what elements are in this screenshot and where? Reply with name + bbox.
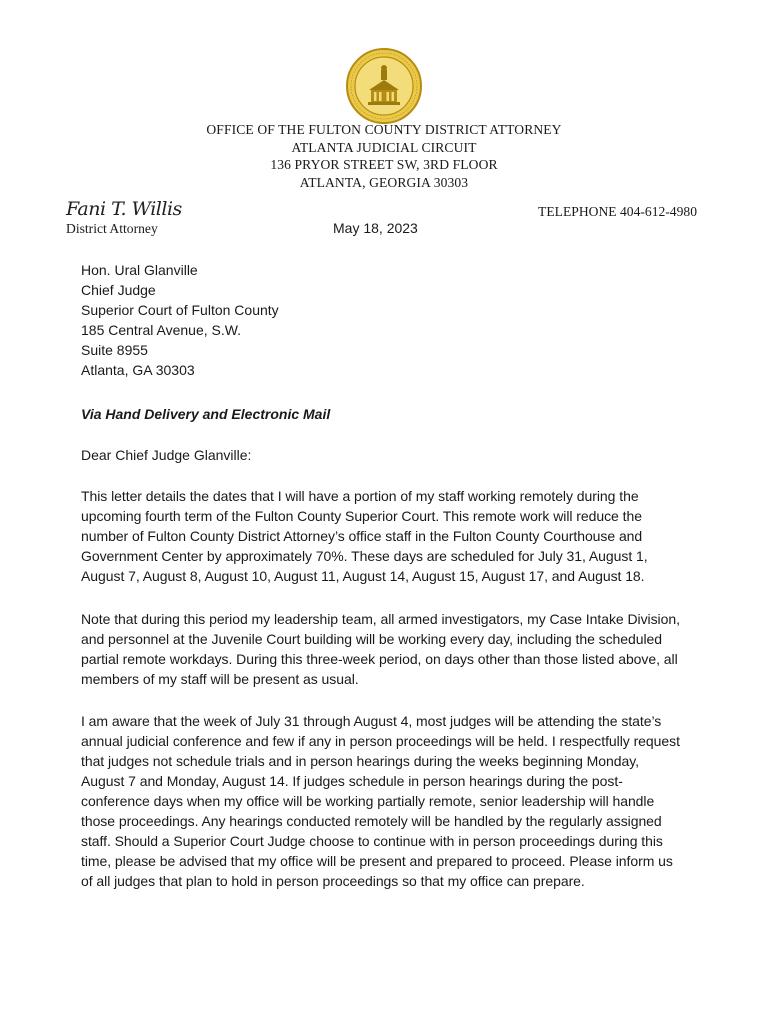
delivery-method: Via Hand Delivery and Electronic Mail	[81, 406, 331, 422]
recipient-street: 185 Central Avenue, S.W.	[81, 322, 242, 338]
signature: Fani T. Willis	[66, 198, 182, 220]
telephone: TELEPHONE 404-612-4980	[538, 204, 697, 219]
office-city-state-zip: ATLANTA, GEORGIA 30303	[299, 174, 469, 190]
office-name: OFFICE OF THE FULTON COUNTY DISTRICT ATTORNEY	[206, 122, 562, 137]
recipient-name: Hon. Ural Glanville	[81, 262, 198, 278]
recipient-title: Chief Judge	[81, 282, 156, 298]
district-attorney-seal-icon	[344, 46, 424, 126]
salutation: Dear Chief Judge Glanville:	[81, 447, 252, 463]
recipient-city: Atlanta, GA 30303	[81, 362, 195, 378]
district-attorney-title: District Attorney	[66, 221, 158, 236]
recipient-court: Superior Court of Fulton County	[81, 302, 279, 318]
paragraph-1: This letter details the dates that I will have a portion of my staff working remotely during the upcoming fourth term of the Fulton County Superior Court. This remote work will reduce the number of Fulton County District Attorney’s office staff in the Fulton County Courthouse and Government Center by approximately 70%. These days are scheduled for July 31, August 1, August 7, August 8, August 10, August 11, August 14, August 15, August 17, and August 18.	[81, 488, 648, 584]
recipient-address	[81, 260, 681, 380]
recipient-suite: Suite 8955	[81, 342, 148, 358]
letter-date: May 18, 2023	[333, 220, 418, 236]
office-street-address: 136 PRYOR STREET SW, 3RD FLOOR	[270, 157, 498, 173]
letterhead	[150, 121, 618, 191]
judicial-circuit: ATLANTA JUDICIAL CIRCUIT	[291, 139, 477, 155]
paragraph-2: Note that during this period my leadership team, all armed investigators, my Case Intake Division, and personnel at the Juvenile Court building will be working every day, including the scheduled partial remote workdays. During this three-week period, on days other than those listed above, all members of my staff will be present as usual.	[81, 611, 680, 687]
paragraph-3: I am aware that the week of July 31 through August 4, most judges will be attending the state’s annual judicial conference and few if any in person proceedings will be held. I respectfully request that judges not schedule trials and in person hearings during the weeks beginning Monday, August 7 and Monday, August 14. If judges schedule in person hearings during the post-conference days when my office will be working partially remote, senior leadership will handle those proceedings. Any hearings conducted remotely will be handled by the regularly assigned staff. Should a Superior Court Judge choose to continue with in person proceedings during this time, please be advised that my office will be present and prepared to proceed. Please inform us of all judges that plan to hold in person proceedings so that my office can prepare.	[81, 713, 680, 889]
